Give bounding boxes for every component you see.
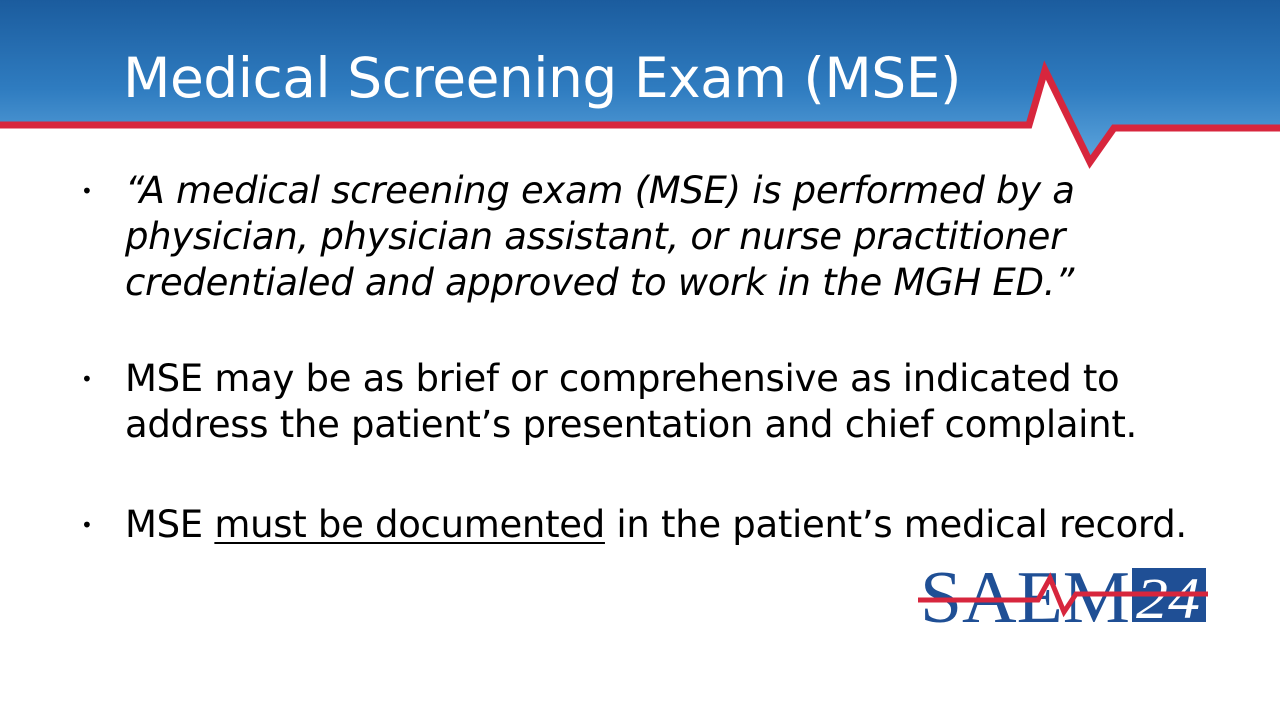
bullet-item xyxy=(81,356,1235,448)
bullet-text: MSE may be as brief or comprehensive as indicated to address the patient’s presentation and chief complaint. xyxy=(125,357,1137,446)
bullet-glyph: • xyxy=(81,513,93,537)
bullet-text-start: MSE xyxy=(125,503,215,546)
bullet-item xyxy=(81,502,1235,548)
bullet-text: “A medical screening exam (MSE) is performed by a physician, physician assistant, or nurse practitioner credentialed and approved to work in the MGH ED.” xyxy=(125,169,1075,304)
bullet-text-end: in the patient’s medical record. xyxy=(604,503,1187,546)
slide-title: Medical Screening Exam (MSE) xyxy=(123,46,961,110)
svg-text:24: 24 xyxy=(1136,566,1200,630)
svg-text:SAEM: SAEM xyxy=(920,560,1130,630)
bullet-glyph: • xyxy=(81,367,93,391)
bullet-text-underlined: must be documented xyxy=(214,503,605,546)
saem24-logo xyxy=(918,560,1210,630)
bullet-glyph: • xyxy=(81,179,93,203)
bullet-item xyxy=(81,168,1235,306)
